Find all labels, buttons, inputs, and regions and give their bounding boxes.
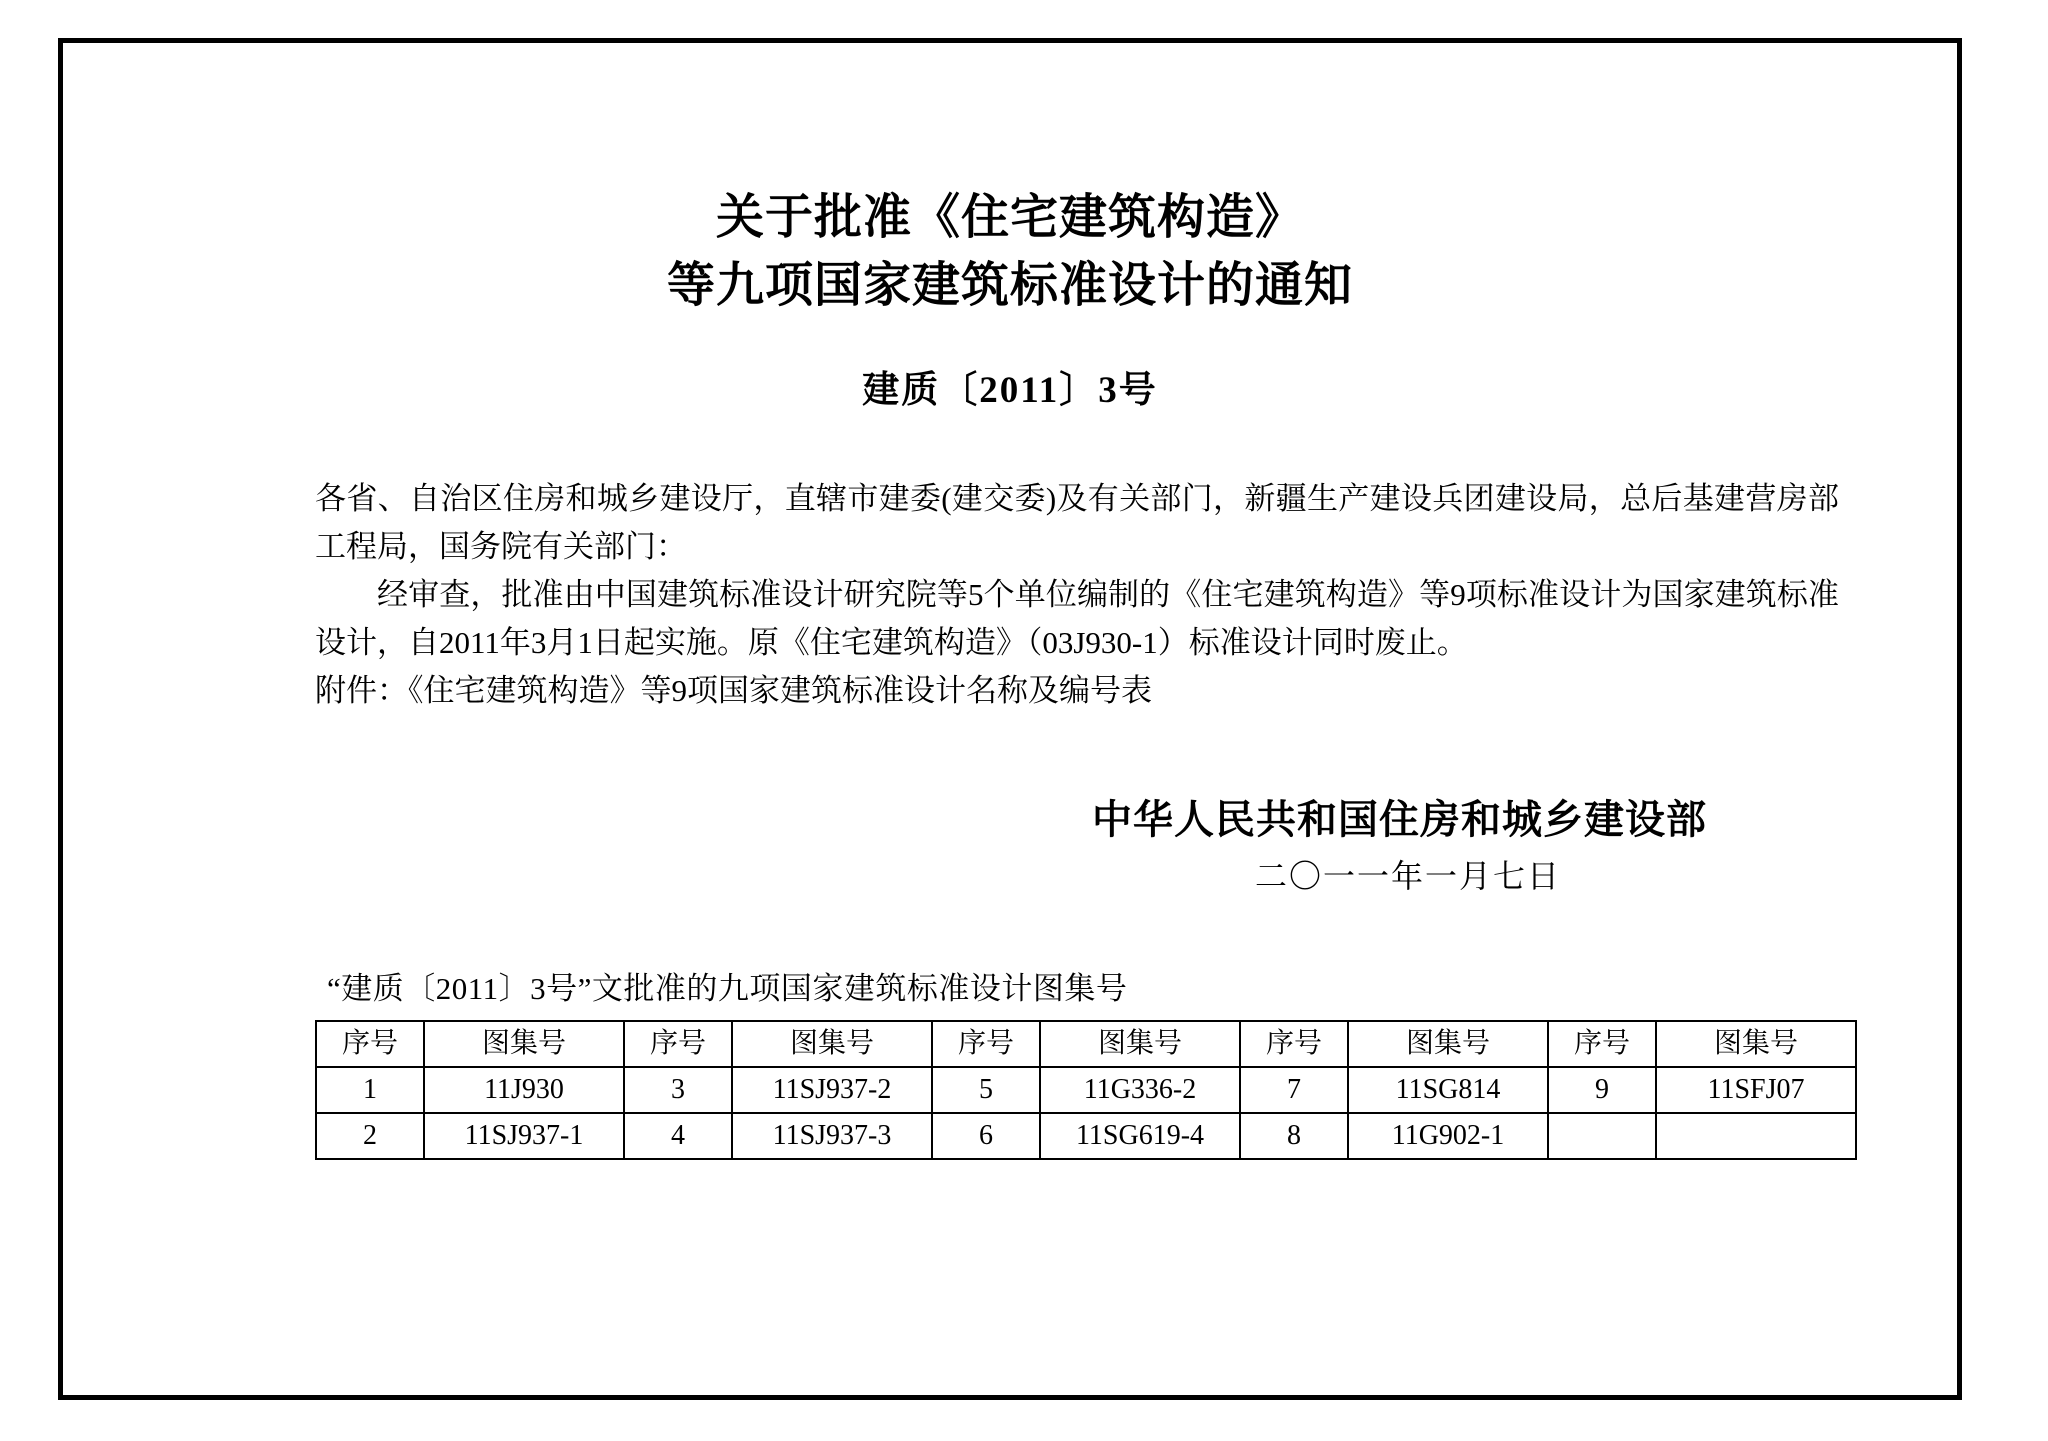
table-header-cell: 序号 — [1548, 1021, 1656, 1067]
table-cell: 5 — [932, 1067, 1040, 1113]
issuing-organization: 中华人民共和国住房和城乡建设部 — [1092, 797, 1707, 843]
table-header-cell: 图集号 — [424, 1021, 624, 1067]
table-cell: 11SG619-4 — [1040, 1113, 1240, 1159]
signature-block — [63, 793, 1957, 901]
table-header-cell: 序号 — [932, 1021, 1040, 1067]
table-cell: 6 — [932, 1113, 1040, 1159]
table-header-cell: 图集号 — [732, 1021, 932, 1067]
document-body — [63, 475, 1957, 715]
table-cell: 9 — [1548, 1067, 1656, 1113]
table-cell: 11SFJ07 — [1656, 1067, 1856, 1113]
table-cell — [1656, 1113, 1856, 1159]
table-row — [316, 1113, 1856, 1159]
table-cell: 1 — [316, 1067, 424, 1113]
table-cell: 2 — [316, 1113, 424, 1159]
table-cell: 3 — [624, 1067, 732, 1113]
atlas-table-wrapper — [63, 1020, 1957, 1160]
document-number: 建质〔2011〕3号 — [862, 370, 1158, 411]
atlas-number-table — [315, 1020, 1857, 1160]
table-header-row — [316, 1021, 1856, 1067]
table-cell: 8 — [1240, 1113, 1348, 1159]
table-header-cell: 图集号 — [1348, 1021, 1548, 1067]
title-line-1: 关于批准《住宅建筑构造》 — [715, 189, 1304, 245]
page-content — [63, 43, 1957, 1395]
table-cell: 11SJ937-2 — [732, 1067, 932, 1113]
table-header-cell: 序号 — [1240, 1021, 1348, 1067]
table-cell: 4 — [624, 1113, 732, 1159]
title-line-2: 等九项国家建筑标准设计的通知 — [666, 257, 1353, 313]
document-title — [63, 183, 1957, 319]
table-cell: 7 — [1240, 1067, 1348, 1113]
table-cell: 11SJ937-1 — [424, 1113, 624, 1159]
table-cell: 11SG814 — [1348, 1067, 1548, 1113]
recipients-paragraph: 各省、自治区住房和城乡建设厅，直辖市建委(建交委)及有关部门，新疆生产建设兵团建设局，总后基建营房部工程局，国务院有关部门： — [315, 481, 1839, 564]
table-cell: 11J930 — [424, 1067, 624, 1113]
table-header-cell: 序号 — [316, 1021, 424, 1067]
table-caption: “建质〔2011〕3号”文批准的九项国家建筑标准设计图集号 — [327, 971, 1128, 1006]
table-cell: 11G902-1 — [1348, 1113, 1548, 1159]
table-header-cell: 图集号 — [1656, 1021, 1856, 1067]
main-paragraph: 经审查，批准由中国建筑标准设计研究院等5个单位编制的《住宅建筑构造》等9项标准设计为国家建筑标准设计，自2011年3月1日起实施。原《住宅建筑构造》（03J930-1）标准设计同时废止。 — [315, 577, 1839, 660]
table-row — [316, 1067, 1856, 1113]
table-cell: 11G336-2 — [1040, 1067, 1240, 1113]
table-cell — [1548, 1113, 1656, 1159]
table-header-cell: 序号 — [624, 1021, 732, 1067]
attachment-paragraph: 附件：《住宅建筑构造》等9项国家建筑标准设计名称及编号表 — [315, 673, 1152, 708]
table-header-cell: 图集号 — [1040, 1021, 1240, 1067]
table-cell: 11SJ937-3 — [732, 1113, 932, 1159]
issue-date: 二〇一一年一月七日 — [1254, 858, 1561, 894]
page-border-frame — [58, 38, 1962, 1400]
